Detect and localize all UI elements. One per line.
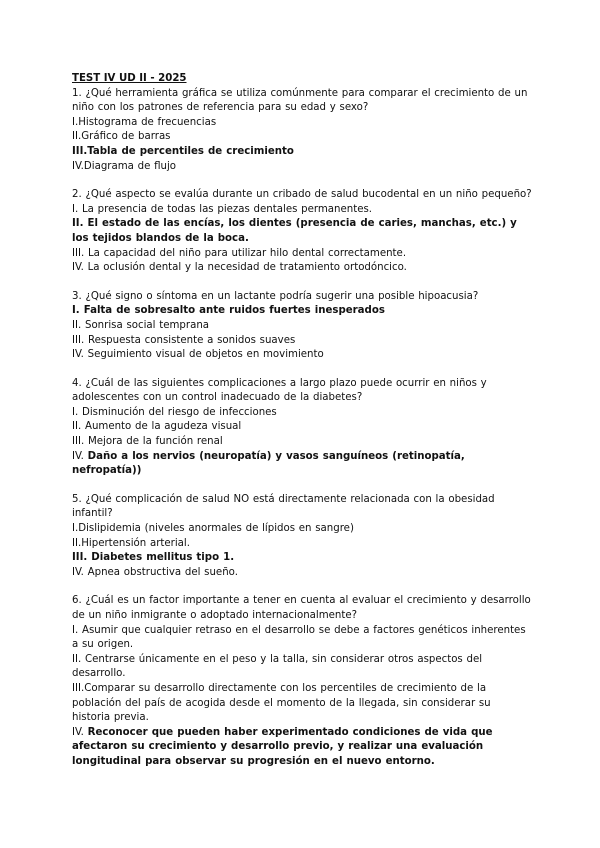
option-ii: II. Centrarse únicamente en el peso y la talla, sin considerar otros aspectos del desarrollo.: [72, 653, 483, 680]
option-prefix: IV.: [72, 726, 88, 738]
question-text: 3. ¿Qué signo o síntoma en un lactante podría sugerir una posible hipoacusia?: [72, 290, 479, 302]
option-i: I. La presencia de todas las piezas dentales permanentes.: [72, 203, 373, 215]
option-ii-correct: II. El estado de las encías, los dientes (presencia de caries, manchas, etc.) y los tejidos blandos de la boca.: [72, 218, 517, 244]
option-i: I. Disminución del riesgo de infecciones: [72, 406, 277, 418]
option-iii: III. Respuesta consistente a sonidos suaves: [72, 334, 296, 346]
question-3: [72, 290, 532, 363]
option-answer-text: Reconocer que pueden haber experimentado condiciones de vida que afectaron su crecimiento y desarrollo previo, y realizar una evaluación longitudinal para observar su progresión en el nuevo entorno: [72, 726, 493, 767]
option-suffix: ): [136, 465, 142, 477]
option-i: I.Dislipidemia (niveles anormales de lípidos en sangre): [72, 523, 354, 535]
option-suffix: .: [430, 755, 435, 767]
option-iii: III. La capacidad del niño para utilizar hilo dental correctamente.: [72, 247, 407, 259]
option-iii-correct: III.Tabla de percentiles de crecimiento: [72, 145, 294, 157]
option-ii: II.Hipertensión arterial.: [72, 537, 190, 549]
option-answer-text: Daño a los nervios (neuropatía) y vasos sanguíneos (retinopatía, nefropatía): [72, 450, 465, 477]
question-text: 1. ¿Qué herramienta gráfica se utiliza comúnmente para comparar el crecimiento de un niño con los patrones de referencia para su edad y sexo?: [72, 87, 528, 114]
question-5: [72, 493, 532, 581]
option-iv: IV. Seguimiento visual de objetos en movimiento: [72, 349, 324, 361]
option-iv: IV. La oclusión dental y la necesidad de tratamiento ortodóncico.: [72, 262, 407, 274]
question-text: 2. ¿Qué aspecto se evalúa durante un cribado de salud bucodental en un niño pequeño?: [72, 189, 532, 201]
question-6: [72, 594, 532, 769]
option-i-correct: I. Falta de sobresalto ante ruidos fuertes inesperados: [72, 305, 385, 317]
question-1: [72, 87, 532, 175]
option-iii: III. Mejora de la función renal: [72, 436, 223, 448]
option-iv: IV.Diagrama de flujo: [72, 160, 177, 172]
option-iv-correct: [72, 450, 532, 479]
option-iii-correct: III. Diabetes mellitus tipo 1.: [72, 552, 235, 564]
option-prefix: IV.: [72, 450, 88, 462]
option-ii: II.Gráfico de barras: [72, 131, 171, 143]
test-title: TEST IV UD II - 2025: [72, 73, 187, 84]
document-page: [72, 72, 532, 770]
question-text: 5. ¿Qué complicación de salud NO está directamente relacionada con la obesidad infantil?: [72, 493, 495, 520]
option-i: I.Histograma de frecuencias: [72, 116, 217, 128]
option-i: I. Asumir que cualquier retraso en el desarrollo se debe a factores genéticos inherentes a su origen.: [72, 624, 526, 651]
question-4: [72, 377, 532, 479]
question-2: [72, 188, 532, 276]
question-text: 6. ¿Cuál es un factor importante a tener en cuenta al evaluar el crecimiento y desarrollo de un niño inmigrante o adoptado internacionalmente?: [72, 595, 531, 621]
question-text: 4. ¿Cuál de las siguientes complicaciones a largo plazo puede ocurrir en niños y adolescentes con un control inadecuado de la diabetes?: [72, 377, 487, 404]
option-iii: III.Comparar su desarrollo directamente con los percentiles de crecimiento de la población del país de acogida desde el momento de la llegada, sin considerar su historia previa.: [72, 682, 491, 724]
option-ii: II. Aumento de la agudeza visual: [72, 421, 242, 433]
option-ii: II. Sonrisa social temprana: [72, 319, 210, 331]
option-iv-correct: [72, 726, 532, 770]
option-iv: IV. Apnea obstructiva del sueño.: [72, 566, 238, 578]
